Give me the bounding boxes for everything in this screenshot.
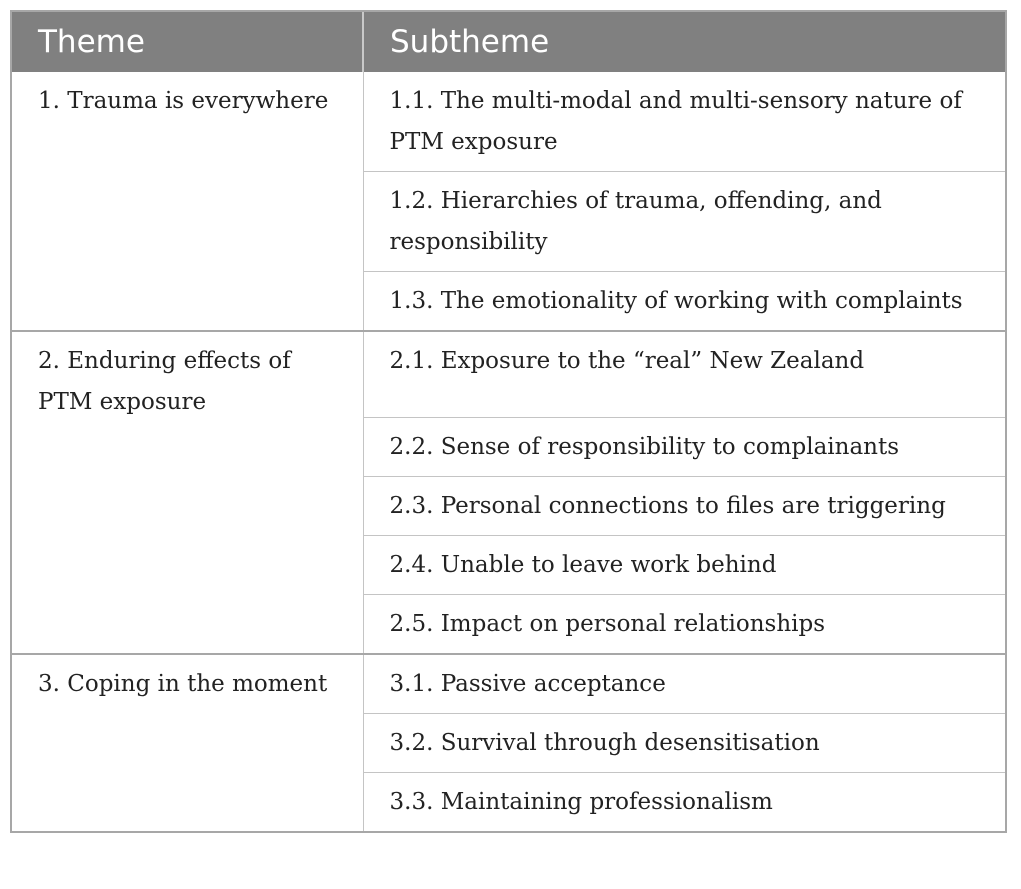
table-row xyxy=(12,72,1005,172)
subtheme-cell: 2.1. Exposure to the “real” New Zealand xyxy=(363,331,1005,417)
subtheme-cell: 2.5. Impact on personal relationships xyxy=(363,594,1005,654)
table xyxy=(12,12,1005,831)
table-header xyxy=(12,12,1005,72)
theme-cell: 3. Coping in the moment xyxy=(12,654,363,831)
theme-cell: 2. Enduring effects of PTM exposure xyxy=(12,331,363,654)
subtheme-cell: 1.2. Hierarchies of trauma, offending, and responsibility xyxy=(363,172,1005,272)
table-row xyxy=(12,331,1005,417)
subtheme-cell: 3.2. Survival through desensitisation xyxy=(363,713,1005,772)
subtheme-cell: 3.1. Passive acceptance xyxy=(363,654,1005,714)
header-theme: Theme xyxy=(12,12,363,72)
subtheme-cell: 2.3. Personal connections to files are triggering xyxy=(363,476,1005,535)
header-subtheme: Subtheme xyxy=(363,12,1005,72)
table-body xyxy=(12,72,1005,831)
subtheme-cell: 1.1. The multi-modal and multi-sensory nature of PTM exposure xyxy=(363,72,1005,172)
themes-table xyxy=(10,10,1007,833)
subtheme-cell: 2.4. Unable to leave work behind xyxy=(363,535,1005,594)
theme-cell: 1. Trauma is everywhere xyxy=(12,72,363,331)
subtheme-cell: 1.3. The emotionality of working with complaints xyxy=(363,272,1005,332)
subtheme-cell: 2.2. Sense of responsibility to complainants xyxy=(363,417,1005,476)
header-row xyxy=(12,12,1005,72)
table-row xyxy=(12,654,1005,714)
subtheme-cell: 3.3. Maintaining professionalism xyxy=(389,788,773,815)
